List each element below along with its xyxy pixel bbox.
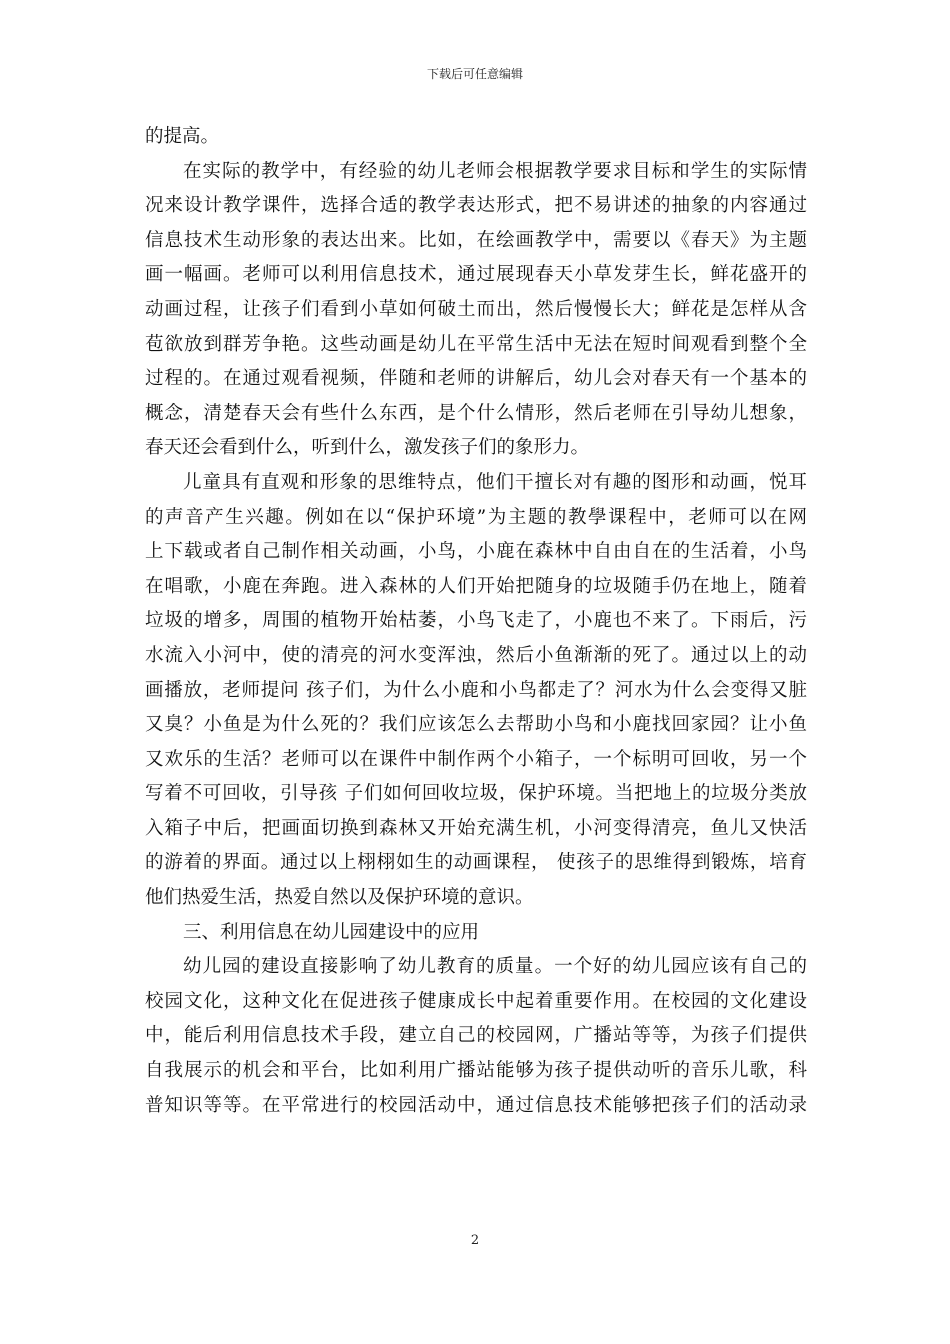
- text-line: 在唱歌，小鹿在奔跑。进入森林的人们开始把随身的垃圾随手仍在地上，随着: [145, 575, 807, 597]
- text-line: 三、利用信息在幼儿园建设中的应用: [183, 921, 480, 943]
- text-line: 入箱子中后，把画面切换到森林又开始充满生机，小河变得清亮，鱼儿又快活: [145, 817, 807, 839]
- text-line: 又臭？小鱼是为什么死的？我们应该怎么去帮助小鸟和小鹿找回家园？让小鱼: [145, 714, 807, 736]
- page-number: 2: [470, 1233, 480, 1248]
- text-line: 的提高。: [145, 126, 220, 147]
- text-line: 上下载或者自己制作相关动画，小鸟，小鹿在森林中自由自在的生活着，小鸟: [145, 541, 807, 563]
- text-line: 信息技术生动形象的表达出来。比如，在绘画教学中，需要以《春天》为主题: [145, 229, 807, 251]
- text-line: 中，能后利用信息技术手段，建立自己的校园网，广播站等等，为孩子们提供: [145, 1025, 807, 1047]
- text-line: 又欢乐的生活？老师可以在课件中制作两个小箱子，一个标明可回收，另一个: [145, 748, 807, 770]
- text-line: 画播放，老师提问 孩子们，为什么小鹿和小鸟都走了？河水为什么会变得又脏: [145, 679, 807, 701]
- text-line: 垃圾的增多，周围的植物开始枯萎，小鸟飞走了，小鹿也不来了。下雨后，污: [145, 610, 807, 632]
- page-header: 下载后可任意编辑: [426, 67, 523, 81]
- text-line: 动画过程，让孩子们看到小草如何破土而出，然后慢慢长大；鲜花是怎样从含: [145, 298, 807, 320]
- text-line: 春天还会看到什么，听到什么，激发孩子们的象形力。: [145, 437, 590, 459]
- text-line: 况来设计教学课件，选择合适的教学表达形式，把不易讲述的抽象的内容通过: [145, 195, 807, 217]
- text-line: 概念，清楚春天会有些什么东西，是个什么情形，然后老师在引导幼儿想象，: [145, 402, 807, 424]
- text-line: 自我展示的机会和平台，比如利用广播站能够为孩子提供动听的音乐儿歌，科: [145, 1060, 807, 1082]
- text-line: 他们热爱生活，热爱自然以及保护环境的意识。: [145, 887, 534, 909]
- text-line: 幼儿园的建设直接影响了幼儿教育的质量。一个好的幼儿园应该有自己的: [183, 956, 807, 978]
- text-line: 在实际的教学中，有经验的幼儿老师会根据教学要求目标和学生的实际情: [183, 160, 807, 182]
- text-line: 画一幅画。老师可以利用信息技术，通过展现春天小草发芽生长，鲜花盛开的: [145, 264, 807, 286]
- text-line: 的声音产生兴趣。例如在以“保护环境”为主题的教學课程中，老师可以在网: [145, 506, 807, 528]
- text-line: 写着不可回收，引导孩 子们如何回收垃圾，保护环境。当把地上的垃圾分类放: [145, 783, 807, 805]
- text-line: 的游着的界面。通过以上栩栩如生的动画课程， 使孩子的思维得到锻炼，培育: [145, 852, 807, 874]
- text-line: 普知识等等。在平常进行的校园活动中，通过信息技术能够把孩子们的活动录: [145, 1094, 807, 1116]
- text-line: 苞欲放到群芳争艳。这些动画是幼儿在平常生活中无法在短时间观看到整个全: [145, 333, 807, 355]
- text-line: 校园文化，这种文化在促进孩子健康成长中起着重要作用。在校园的文化建设: [145, 990, 807, 1012]
- text-line: 过程的。在通过观看视频，伴随和老师的讲解后，幼儿会对春天有一个基本的: [145, 368, 807, 390]
- text-line: 儿童具有直观和形象的思维特点，他们干擅长对有趣的图形和动画，悦耳: [183, 471, 807, 493]
- text-line: 水流入小河中，使的清亮的河水变浑浊，然后小鱼渐渐的死了。通过以上的动: [145, 644, 807, 666]
- document-body: [145, 120, 807, 1123]
